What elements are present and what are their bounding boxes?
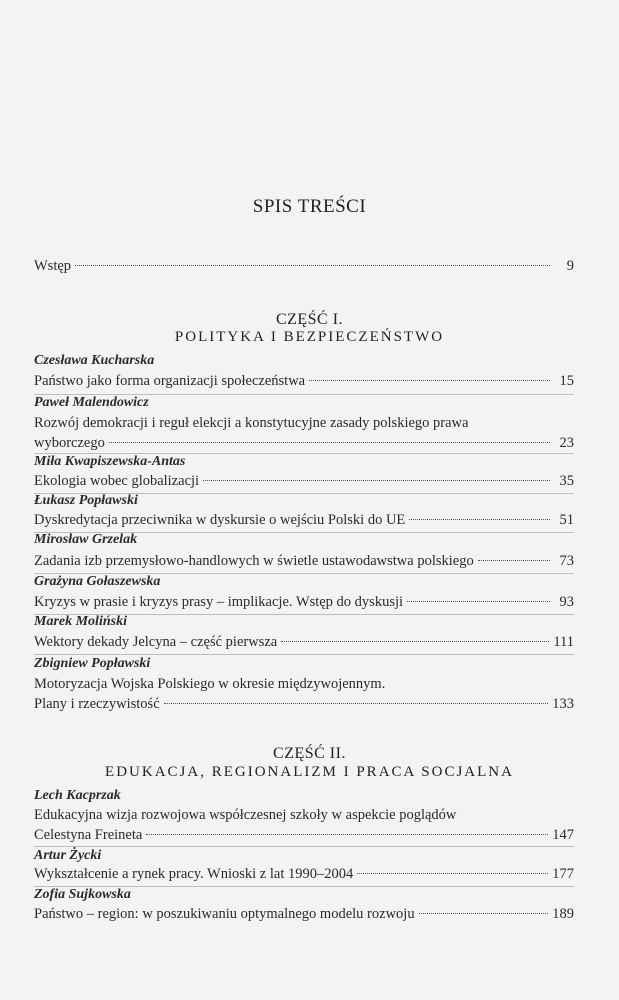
page-number: 15 xyxy=(559,373,574,389)
page-number: 51 xyxy=(559,512,574,528)
toc-entry[interactable] xyxy=(34,674,574,714)
entry-title: Ekologia wobec globalizacji xyxy=(34,473,200,489)
entry-author: Lech Kacprzak xyxy=(34,788,121,803)
toc-entry[interactable] xyxy=(34,371,574,391)
entry-title: Kryzys w prasie i kryzys prasy – implikacje. Wstęp do dyskusji xyxy=(34,594,404,610)
divider xyxy=(34,654,574,655)
entry-author: Miła Kwapiszewska-Antas xyxy=(34,454,186,469)
toc-entry[interactable] xyxy=(34,805,574,845)
entry-title: Zadania izb przemysłowo-handlowych w świetle ustawodawstwa polskiego xyxy=(34,553,474,569)
part-title: POLITYKA I BEZPIECZEŃSTWO xyxy=(174,329,445,345)
leader-dots xyxy=(146,834,548,835)
leader-dots xyxy=(357,873,548,874)
part-label: CZĘŚĆ II. xyxy=(273,745,346,762)
entry-title: Wektory dekady Jelcyna – część pierwsza xyxy=(34,634,278,650)
leader-dots xyxy=(75,265,550,266)
leader-dots xyxy=(407,601,550,602)
page-number: 23 xyxy=(559,435,574,451)
leader-dots xyxy=(419,913,549,914)
entry-title: Dyskredytacja przeciwnika w dyskursie o wejściu Polski do UE xyxy=(34,512,406,528)
leader-dots xyxy=(478,560,550,561)
entry-author: Artur Życki xyxy=(34,848,102,863)
entry-title-line: Motoryzacja Wojska Polskiego w okresie międzywojennym. xyxy=(34,676,386,692)
entry-author: Czesława Kucharska xyxy=(34,353,155,368)
entry-title: Państwo jako forma organizacji społeczeństwa xyxy=(34,373,306,389)
leader-dots xyxy=(281,641,549,642)
page-number: 35 xyxy=(559,473,574,489)
part-title: EDUKACJA, REGIONALIZM I PRACA SOCJALNA xyxy=(105,764,514,780)
toc-entry[interactable] xyxy=(34,632,574,652)
leader-dots xyxy=(109,442,550,443)
toc-entry[interactable] xyxy=(34,904,574,924)
entry-title: Państwo – region: w poszukiwaniu optymalnego modelu rozwoju xyxy=(34,906,415,922)
entry-author: Zbigniew Popławski xyxy=(34,656,151,671)
page-number: 9 xyxy=(566,258,574,274)
leader-dots xyxy=(164,703,549,704)
toc-entry[interactable] xyxy=(34,413,574,453)
entry-author: Paweł Malendowicz xyxy=(34,395,149,410)
toc-entry[interactable] xyxy=(34,864,574,884)
toc-entry-intro[interactable] xyxy=(34,256,574,276)
entry-title: Celestyna Freineta xyxy=(34,827,143,843)
entry-title-line: Edukacyjna wizja rozwojowa współczesnej szkoły w aspekcie poglądów xyxy=(34,807,457,823)
entry-author: Zofia Sujkowska xyxy=(34,887,131,902)
entry-author: Łukasz Popławski xyxy=(34,493,138,508)
page-number: 73 xyxy=(559,553,574,569)
page-number: 111 xyxy=(553,634,574,650)
toc-entry[interactable] xyxy=(34,510,574,530)
leader-dots xyxy=(309,380,550,381)
page-title: SPIS TREŚCI xyxy=(252,196,367,217)
leader-dots xyxy=(203,480,550,481)
entry-title: Plany i rzeczywistość xyxy=(34,696,160,712)
page-number: 189 xyxy=(552,906,574,922)
entry-title: wyborczego xyxy=(34,435,105,451)
entry-author: Mirosław Grzelak xyxy=(34,532,138,547)
toc-entry[interactable] xyxy=(34,592,574,612)
entry-title: Wstęp xyxy=(34,258,72,274)
entry-title-line: Rozwój demokracji i reguł elekcji a konstytucyjne zasady polskiego prawa xyxy=(34,415,469,431)
entry-title: Wykształcenie a rynek pracy. Wnioski z lat 1990–2004 xyxy=(34,866,354,882)
entry-author: Marek Moliński xyxy=(34,614,127,629)
toc-entry[interactable] xyxy=(34,471,574,491)
entry-author: Grażyna Gołaszewska xyxy=(34,574,161,589)
part-label: CZĘŚĆ I. xyxy=(275,311,344,328)
divider xyxy=(34,846,574,847)
toc-entry[interactable] xyxy=(34,551,574,571)
leader-dots xyxy=(409,519,550,520)
page-number: 177 xyxy=(552,866,574,882)
page-number: 133 xyxy=(552,696,574,712)
page-number: 93 xyxy=(559,594,574,610)
page-number: 147 xyxy=(552,827,574,843)
